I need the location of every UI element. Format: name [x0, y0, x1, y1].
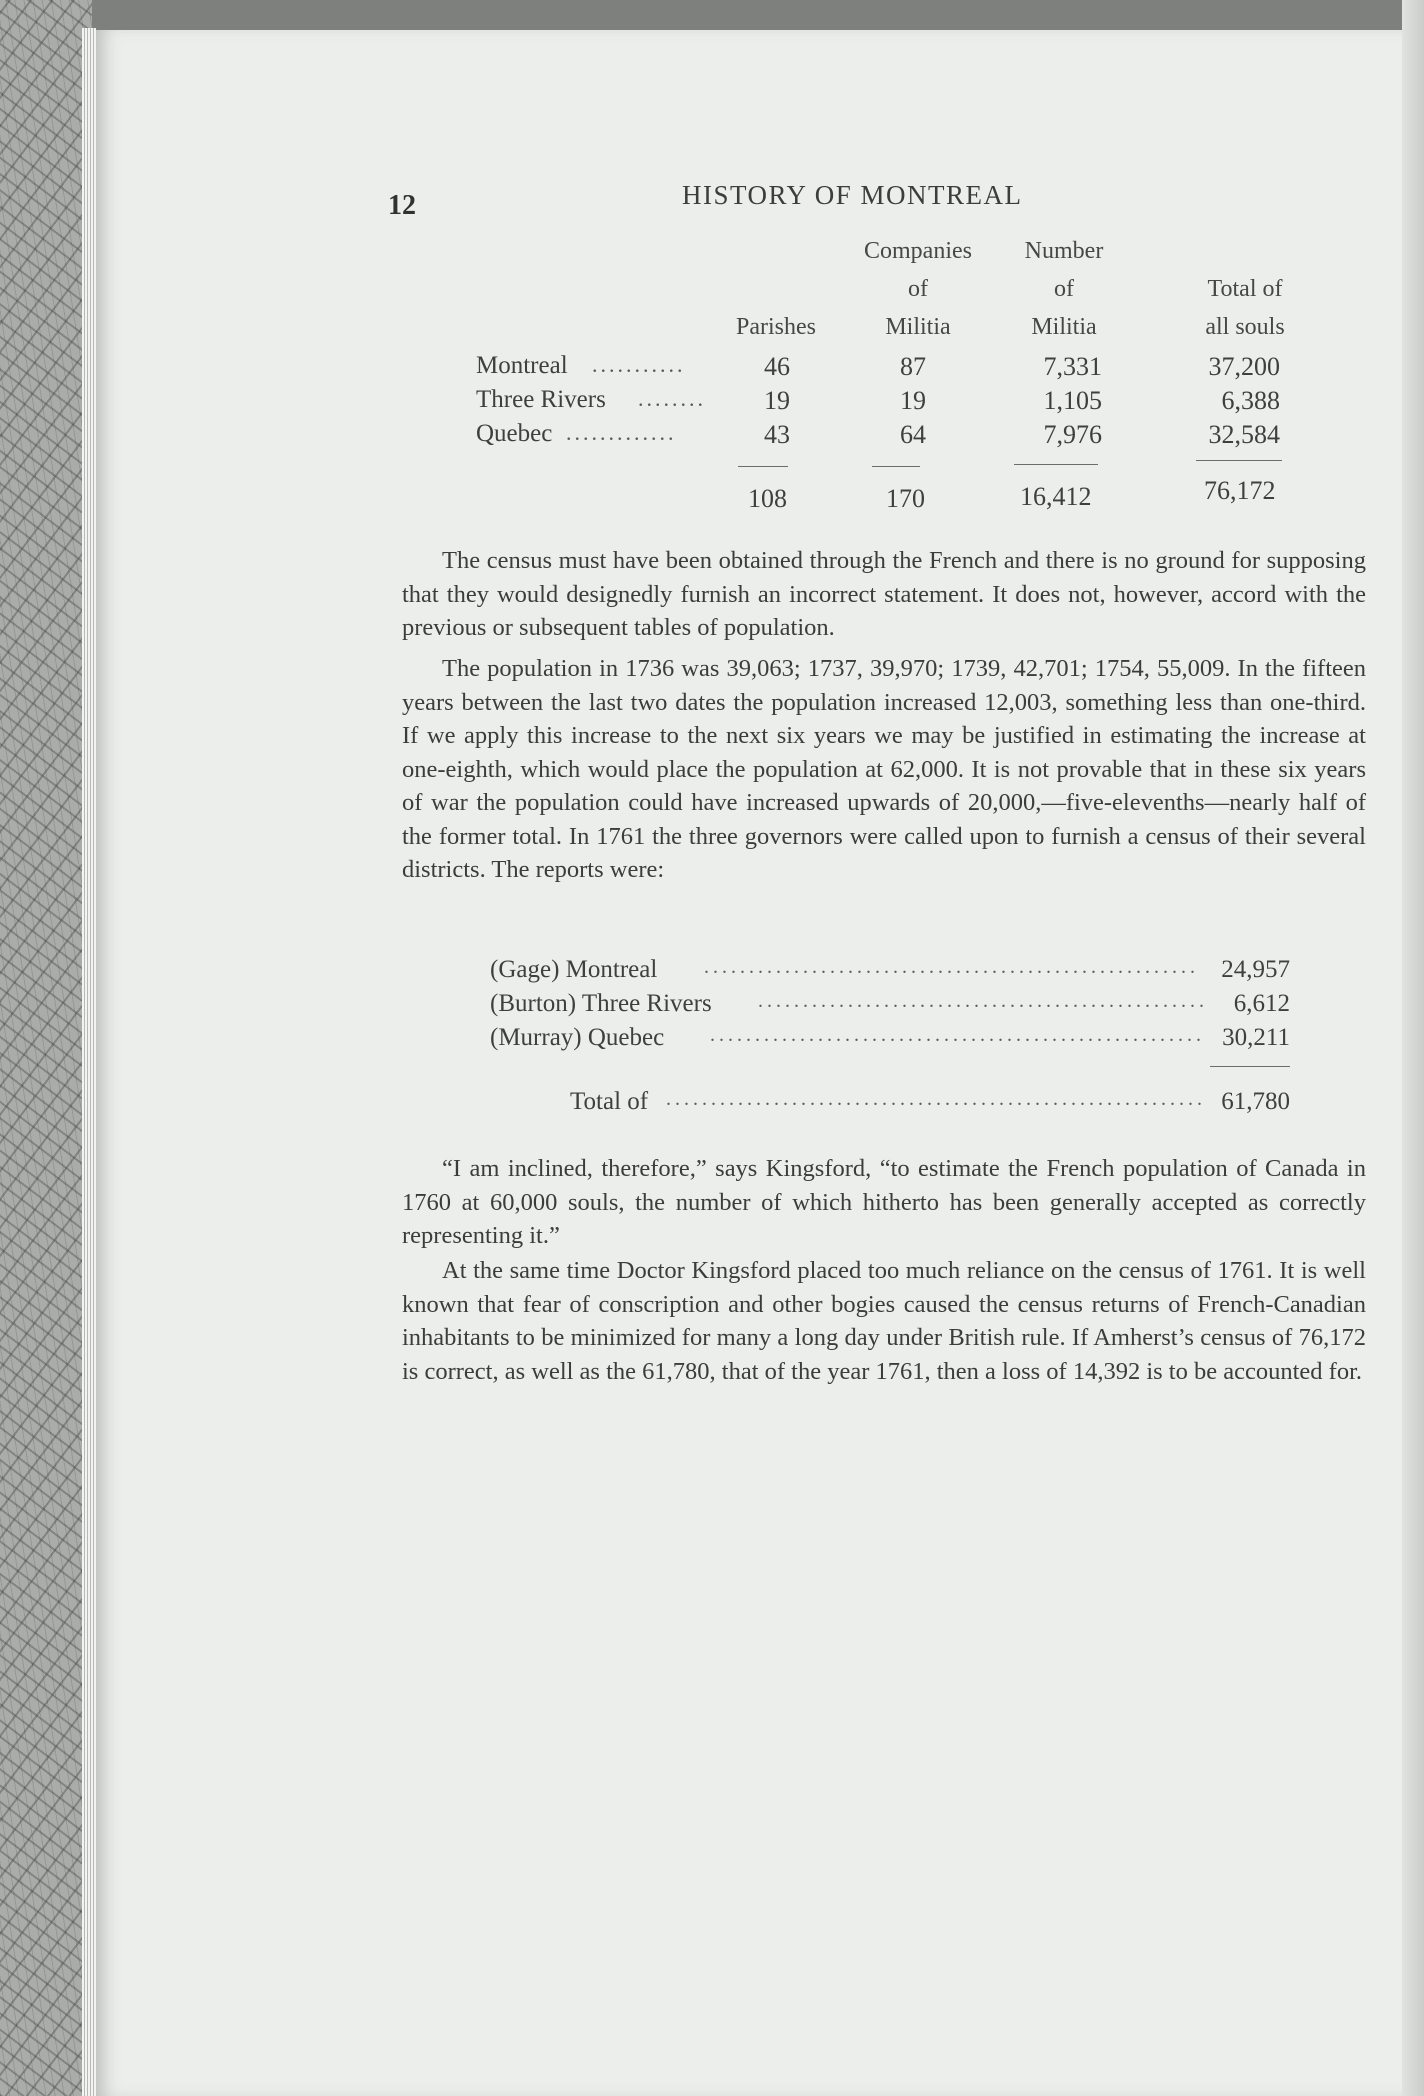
report-value: 6,612 — [1233, 990, 1290, 1017]
census-table — [0, 0, 1424, 540]
header-companies-3: Militia — [885, 314, 951, 340]
total-companies: 170 — [886, 484, 925, 513]
table-row — [0, 386, 1424, 422]
row-parishes: 46 — [764, 352, 790, 381]
report-dots: ............................................................ — [666, 1088, 1206, 1110]
header-total-2: all souls — [1205, 314, 1285, 340]
report-value: 30,211 — [1222, 1024, 1290, 1051]
row-dots: ........... — [592, 352, 686, 377]
row-souls: 37,200 — [1208, 352, 1280, 381]
report-row — [0, 956, 1424, 990]
report-total-label: Total of — [570, 1088, 649, 1115]
report-row — [0, 990, 1424, 1024]
report-total-value: 61,780 — [1221, 1088, 1290, 1115]
row-souls: 6,388 — [1221, 386, 1280, 415]
report-dots: .................................................. — [758, 990, 1208, 1012]
row-souls: 32,584 — [1208, 420, 1280, 449]
paragraph-census-critique: At the same time Doctor Kingsford placed too much reliance on the census of 1761. It is well known that fear of conscription and other bogies caused the census returns of French-Canadian inhabitants to be minimized for many a long day under British rule. If Amherst’s census of 76,172 is correct, as well as the 61,780, that of the year 1761, then a loss of 14,392 is to be accounted for. — [402, 1257, 1366, 1385]
report-dots: ....................................................... — [710, 1024, 1205, 1046]
row-militia: 1,105 — [1043, 386, 1102, 415]
row-parishes: 19 — [764, 386, 790, 415]
header-number-2: of — [1054, 276, 1074, 302]
total-militia: 16,412 — [1020, 482, 1092, 511]
total-souls: 76,172 — [1204, 476, 1276, 505]
report-row — [0, 1024, 1424, 1058]
row-parishes: 43 — [764, 420, 790, 449]
row-dots: ............. — [566, 420, 677, 445]
sum-rule-militia — [1014, 464, 1098, 465]
report-label: (Burton) Three Rivers — [490, 990, 712, 1017]
row-label: Quebec — [476, 420, 553, 447]
paragraph-census-note: The census must have been obtained through the French and there is no ground for supposing that they would designedly furnish an incorrect statement. It does not, however, accord with the previous or subsequent tables of population. — [402, 547, 1366, 641]
paragraph-kingsford-quote: “I am inclined, therefore,” says Kingsford, “to estimate the French population of Canada in 1760 at 60,000 souls, the number of which hitherto has been generally accepted as correctly representing it.” — [402, 1155, 1366, 1249]
paragraph-population: The population in 1736 was 39,063; 1737, 39,970; 1739, 42,701; 1754, 55,009. In the fifteen years between the last two dates the population increased 12,003, something less than one-third. If we apply this increase to the next six years we may be justified in estimating the increase at one-eighth, which would place the population at 62,000. It is not provable that in these six years of war the population could have increased upwards of 20,000,—five-elevenths—nearly half of the former total. In 1761 the three governors were called upon to furnish a census of their several districts. The reports were: — [402, 655, 1366, 883]
sum-rule-parishes — [738, 466, 788, 467]
report-label: (Murray) Quebec — [490, 1024, 665, 1051]
running-head: HISTORY OF MONTREAL — [682, 180, 1023, 210]
sum-rule-souls — [1196, 460, 1282, 461]
row-companies: 87 — [900, 352, 926, 381]
table-row — [0, 352, 1424, 388]
page-number: 12 — [388, 190, 416, 221]
row-companies: 19 — [900, 386, 926, 415]
report-sum-rule — [1210, 1066, 1290, 1067]
header-number-3: Militia — [1031, 314, 1097, 340]
report-total-row — [0, 1088, 1424, 1122]
row-label: Three Rivers — [476, 386, 606, 413]
row-militia: 7,976 — [1043, 420, 1102, 449]
report-value: 24,957 — [1221, 956, 1290, 983]
header-companies-1: Companies — [864, 238, 972, 264]
header-total-1: Total of — [1207, 276, 1283, 302]
header-companies-2: of — [908, 276, 928, 302]
report-dots: ....................................................... — [704, 956, 1199, 978]
row-label: Montreal — [476, 352, 568, 379]
row-militia: 7,331 — [1043, 352, 1102, 381]
total-parishes: 108 — [748, 484, 787, 513]
row-dots: ........ — [638, 386, 706, 411]
report-label: (Gage) Montreal — [490, 956, 658, 983]
header-parishes: Parishes — [736, 314, 816, 340]
header-number-1: Number — [1024, 238, 1104, 264]
row-companies: 64 — [900, 420, 926, 449]
sum-rule-companies — [872, 466, 920, 467]
table-row — [0, 420, 1424, 456]
